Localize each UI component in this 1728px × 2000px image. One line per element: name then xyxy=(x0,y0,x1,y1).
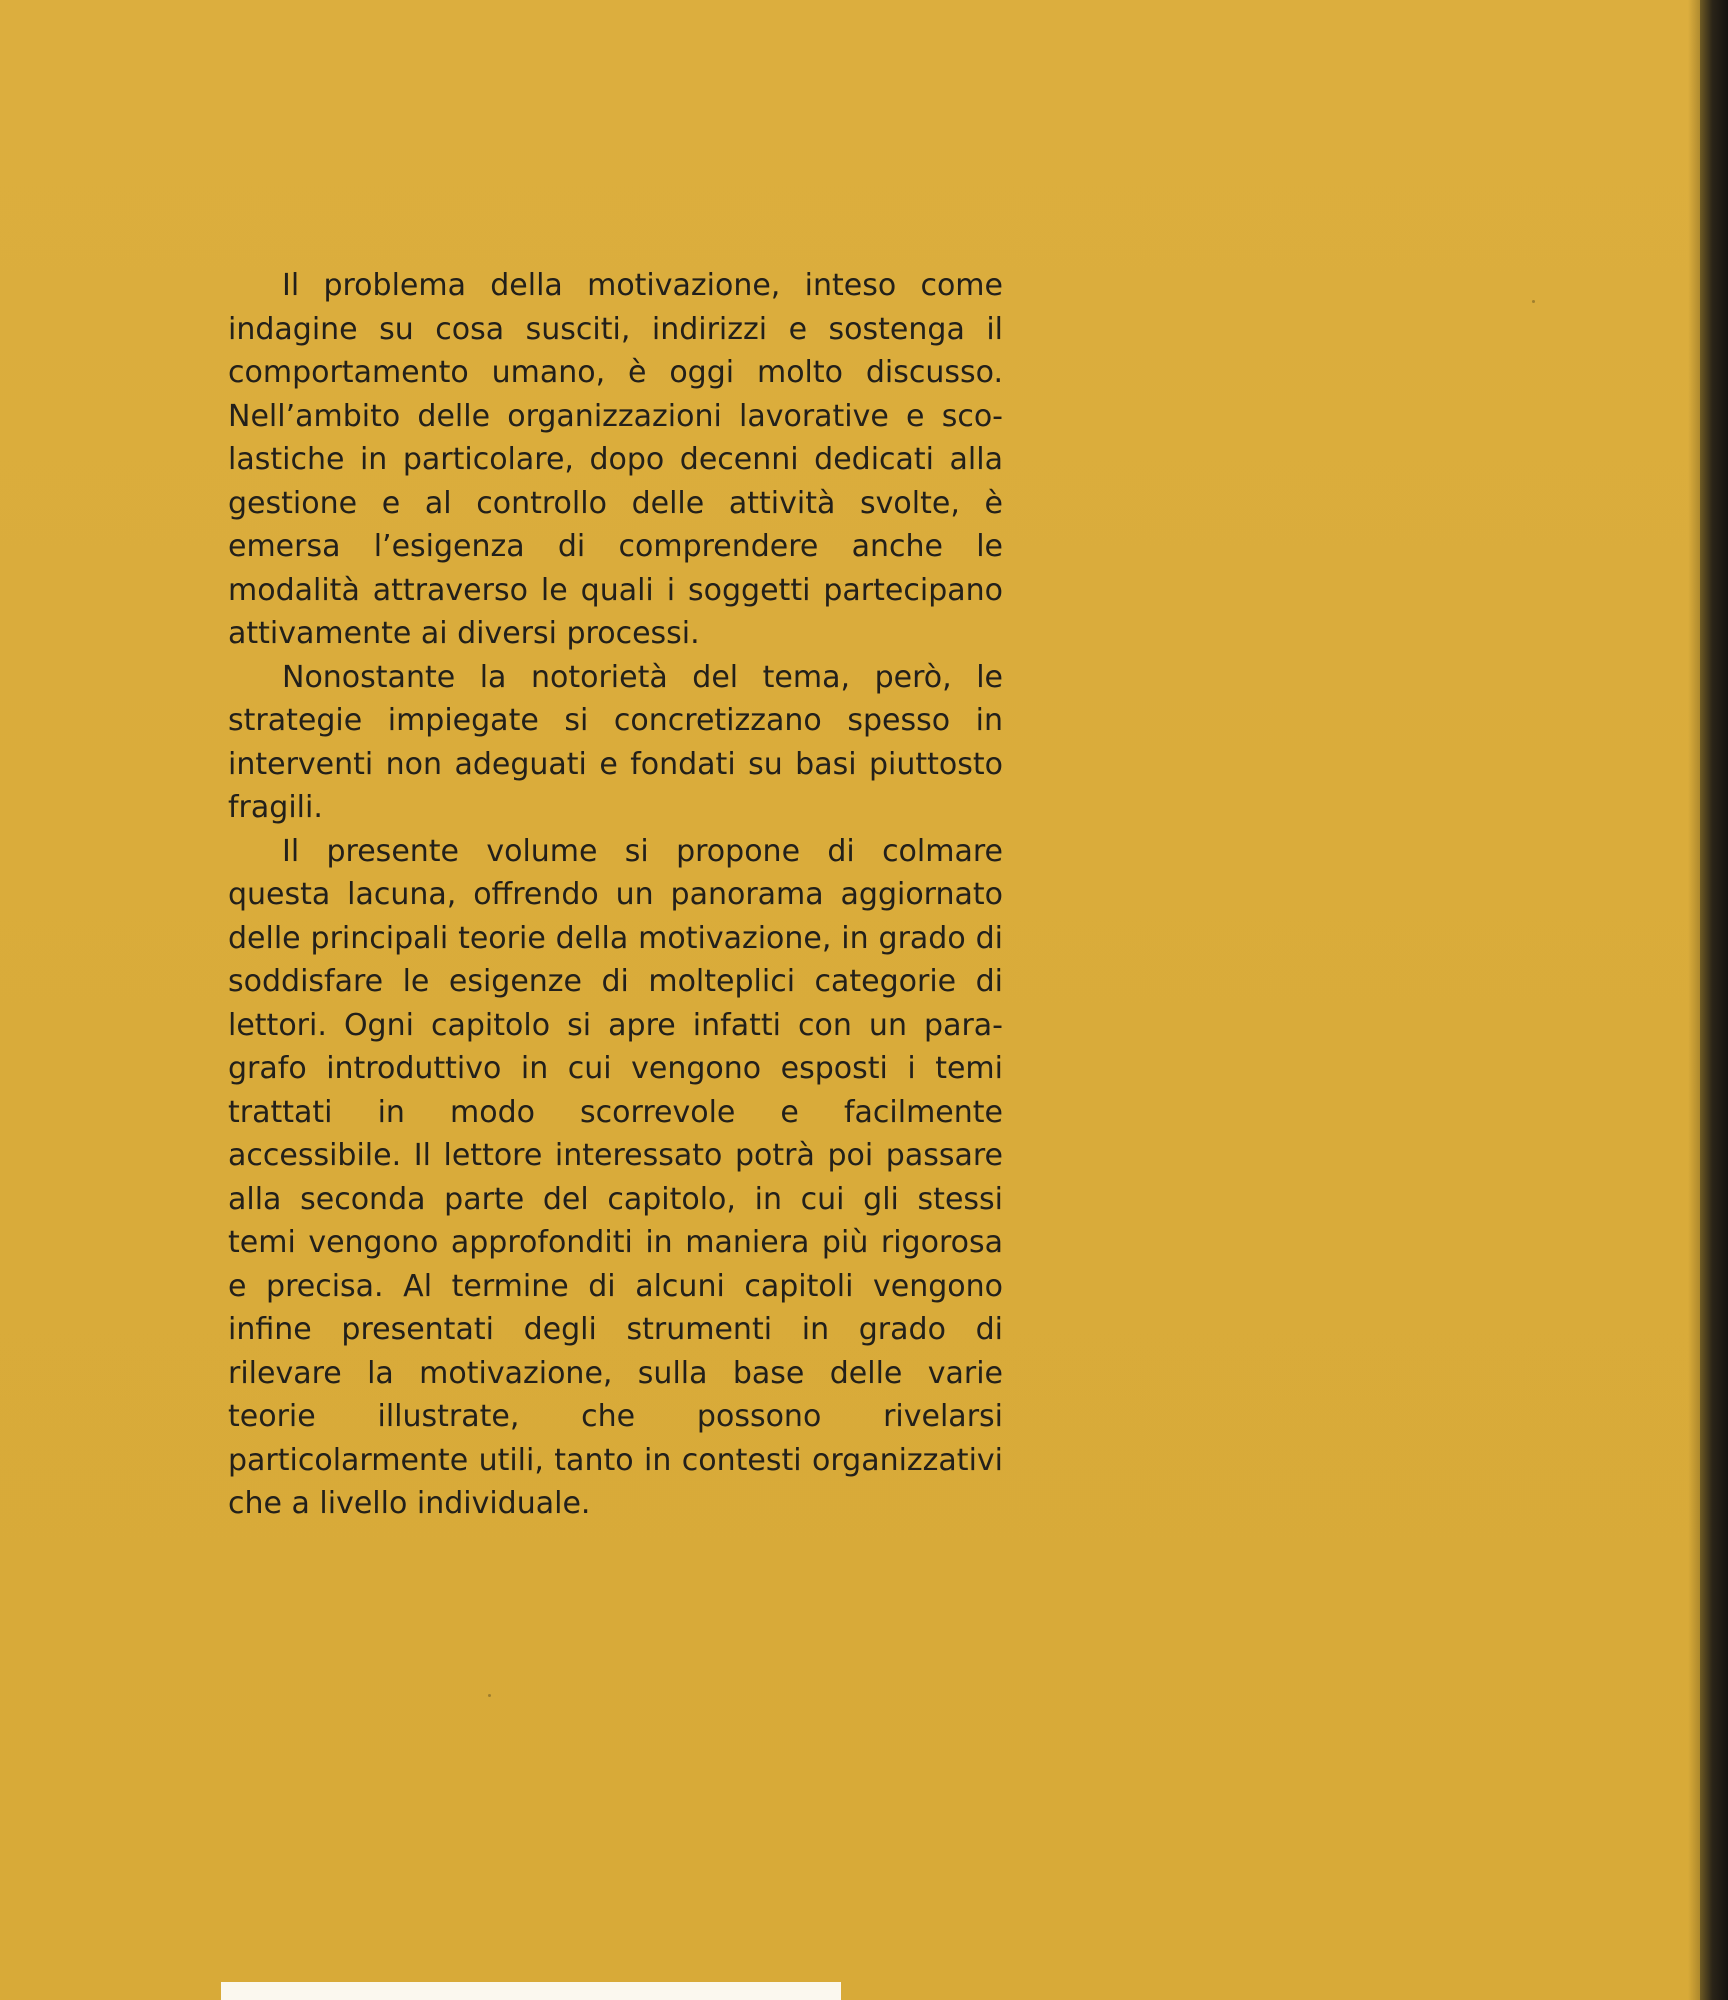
book-spine-edge xyxy=(1700,0,1728,2000)
blurb-text xyxy=(228,264,1003,1526)
print-speck xyxy=(1532,300,1535,303)
blurb-paragraph-2: Nonostante la notorietà del tema, però, le strategie impiegate si concretizzano spesso in interventi non adeguati e fondati su basi piuttosto fragili. xyxy=(228,659,1003,825)
print-speck xyxy=(488,1694,491,1697)
blurb-paragraph-3: Il presente volume si propone di colmare questa lacuna, offrendo un panorama aggiornato delle principali teorie della motivazione, in grado di soddisfare le esigenze di molteplici categorie di lettori. Ogni capitolo si apre infatti con un paragrafo introduttivo in cui vengono esposti i temi trattati in modo scorrevole e facilmente accessibile. Il lettore interessato potrà poi passare alla seconda parte del capitolo, in cui gli stessi temi vengono approfonditi in maniera più rigorosa e precisa. Al termine di alcuni capitoli vengono infine presentati degli strumenti in grado di rilevare la motivazione, sulla base delle varie teorie illustrate, che possono rivelarsi particolarmente utili, tanto in contesti organizzativi che a livello individuale. xyxy=(228,833,1003,1521)
spine-edge-highlight xyxy=(1688,0,1700,2000)
blurb-paragraph-1: Il problema della motivazione, inteso come indagine su cosa susciti, indirizzi e sostenga il comportamento umano, è oggi molto discusso. Nell’ambito delle organizzazioni lavorative e scolastiche in particolare, dopo decenni dedicati alla gestione e al controllo delle attività svolte, è emersa l’esigenza di comprendere anche le modalità attraverso le quali i soggetti partecipano attivamente ai diversi processi. xyxy=(228,268,1003,651)
sticker-label xyxy=(221,1982,841,2000)
